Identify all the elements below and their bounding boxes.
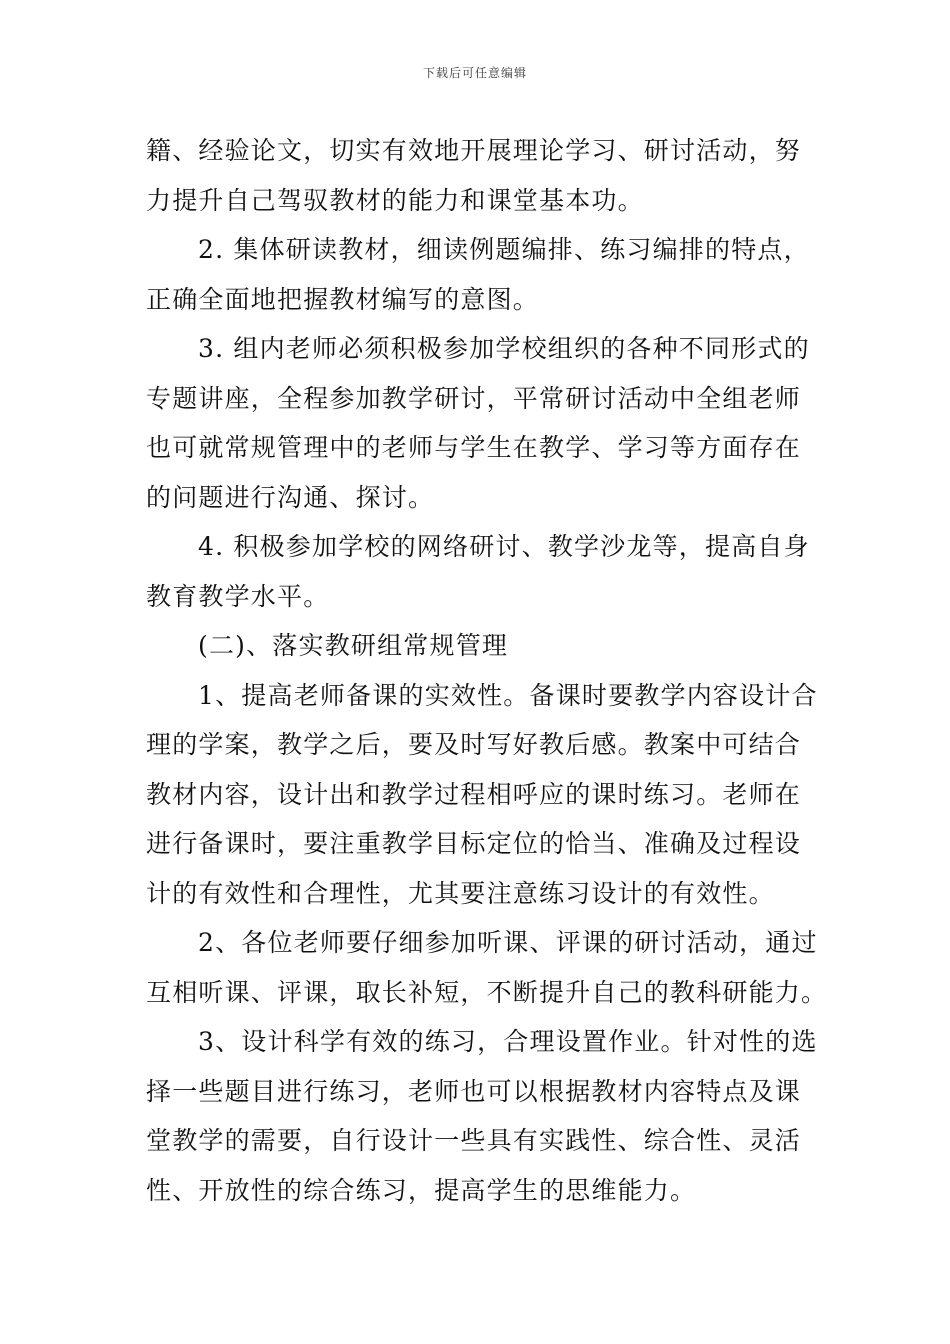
text-line: 2、各位老师要仔细参加听课、评课的研讨活动，通过 [198,928,818,957]
text-line: 正确全面地把握教材编写的意图。 [146,284,540,314]
text-line: 进行备课时，要注重教学目标定位的恰当、准确及过程设 [146,829,802,858]
text-line: 籍、经验论文，切实有效地开展理论学习、研讨活动，努 [146,136,802,165]
text-line: 理的学案，教学之后，要及时写好教后感。教案中可结合 [146,730,802,759]
text-line: 2. 集体研读教材，细读例题编排、练习编排的特点， [198,235,810,264]
text-line: 1、提高老师备课的实效性。备课时要教学内容设计合 [198,680,818,710]
text-line: 4. 积极参加学校的网络研讨、教学沙龙等，提高自身 [198,532,810,561]
text-line: 3、设计科学有效的练习，合理设置作业。针对性的选 [198,1027,818,1056]
section-heading: (二)、落实教研组常规管理 [198,631,509,660]
text-line: 力提升自己驾驭教材的能力和课堂基本功。 [146,185,644,215]
text-line: 计的有效性和合理性，尤其要注意练习设计的有效性。 [146,878,775,908]
text-line: 也可就常规管理中的老师与学生在教学、学习等方面存在 [146,433,802,462]
text-line: 堂教学的需要，自行设计一些具有实践性、综合性、灵活 [146,1126,802,1155]
document-body [146,126,828,1215]
text-line: 互相听课、评课，取长补短，不断提升自己的教科研能力。 [146,977,828,1007]
text-line: 专题讲座，全程参加教学研讨，平常研讨活动中全组老师 [146,383,802,413]
text-line: 教育教学水平。 [146,581,330,611]
page-header: 下载后可任意编辑 [422,66,527,80]
text-line: 的问题进行沟通、探讨。 [146,482,435,512]
text-line: 择一些题目进行练习，老师也可以根据教材内容特点及课 [146,1076,802,1106]
text-line: 3. 组内老师必须积极参加学校组织的各种不同形式的 [198,334,810,363]
text-line: 教材内容，设计出和教学过程相呼应的课时练习。老师在 [146,779,802,809]
text-line: 性、开放性的综合练习，提高学生的思维能力。 [146,1175,697,1205]
